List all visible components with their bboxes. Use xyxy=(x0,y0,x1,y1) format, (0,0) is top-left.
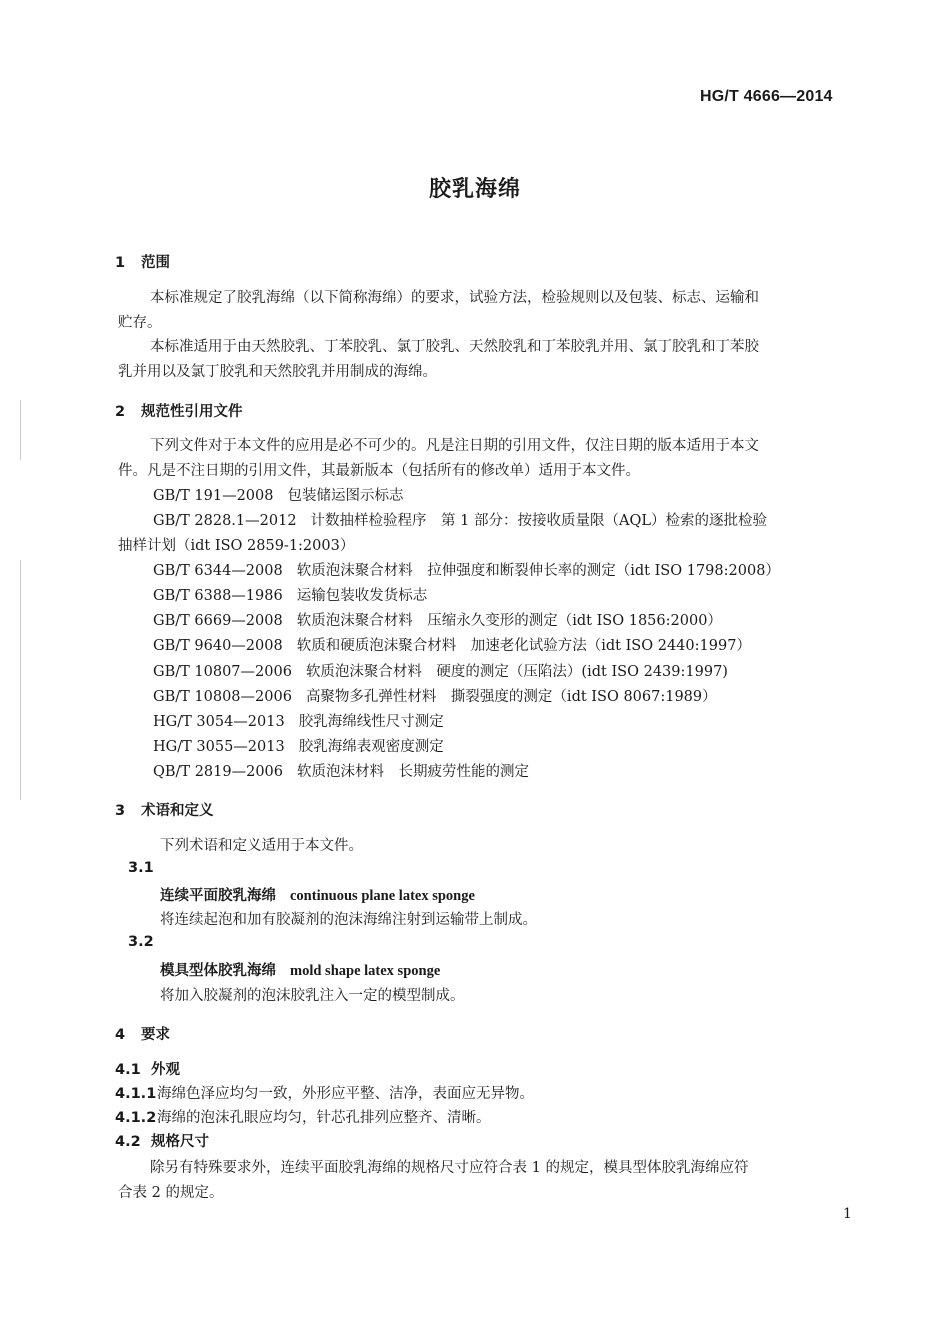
reference-code: GB/T 10808—2006 xyxy=(153,689,292,705)
term-3-2-number: 3.2 xyxy=(128,934,154,950)
reference-code: GB/T 9640—2008 xyxy=(153,638,283,654)
reference-code: GB/T 6669—2008 xyxy=(153,613,283,629)
reference-title: 软质泡沫聚合材料 拉伸强度和断裂伸长率的测定（idt ISO 1798:2008） xyxy=(296,563,780,579)
scan-margin-mark xyxy=(20,560,21,800)
reference-code: HG/T 3055—2013 xyxy=(153,739,285,755)
term-3-1-number: 3.1 xyxy=(128,860,154,876)
reference-code: GB/T 2828.1—2012 xyxy=(153,513,297,529)
reference-item xyxy=(153,609,722,630)
section-1-paragraph-1-line-2: 贮存。 xyxy=(118,315,162,331)
reference-code: GB/T 6388—1986 xyxy=(153,588,283,604)
term-3-2-definition: 将加入胶凝剂的泡沫胶乳注入一定的模型制成。 xyxy=(160,988,465,1004)
section-4-1-heading: 4.1 外观 xyxy=(115,1062,180,1078)
reference-title: 胶乳海绵表观密度测定 xyxy=(298,739,444,755)
reference-title: 软质泡沫聚合材料 压缩永久变形的测定（idt ISO 1856:2000） xyxy=(296,613,722,629)
reference-item xyxy=(153,584,427,605)
reference-title: 抽样计划（idt ISO 2859-1:2003） xyxy=(118,538,355,554)
standard-code: HG/T 4666—2014 xyxy=(700,88,833,105)
clause-4-1-2: 4.1.2海绵的泡沫孔眼应均匀，针芯孔排列应整齐、清晰。 xyxy=(115,1110,491,1126)
section-4-2-text-line-2: 合表 2 的规定。 xyxy=(118,1185,224,1201)
term-3-2 xyxy=(160,959,440,980)
reference-code: GB/T 10807—2006 xyxy=(153,664,292,680)
section-1-paragraph-1-line-1: 本标准规定了胶乳海绵（以下简称海绵）的要求，试验方法，检验规则以及包装、标志、运输和 xyxy=(150,290,759,306)
reference-item xyxy=(153,660,728,681)
reference-code: HG/T 3054—2013 xyxy=(153,714,285,730)
section-2-intro-line-2: 件。凡是不注日期的引用文件，其最新版本（包括所有的修改单）适用于本文件。 xyxy=(118,463,640,479)
reference-title: 胶乳海绵线性尺寸测定 xyxy=(298,714,444,730)
scan-margin-mark xyxy=(20,400,21,460)
reference-item xyxy=(153,509,767,530)
section-1-paragraph-2-line-2: 乳并用以及氯丁胶乳和天然胶乳并用制成的海绵。 xyxy=(118,364,437,380)
term-3-2-chinese: 模具型体胶乳海绵 xyxy=(160,963,276,979)
term-3-1-chinese: 连续平面胶乳海绵 xyxy=(160,888,276,904)
clause-4-1-1: 4.1.1海绵色泽应均匀一致，外形应平整、洁净，表面应无异物。 xyxy=(115,1086,534,1102)
section-4-2-text-line-1: 除另有特殊要求外，连续平面胶乳海绵的规格尺寸应符合表 1 的规定，模具型体胶乳海绵应符 xyxy=(150,1160,749,1176)
reference-title: 软质和硬质泡沫聚合材料 加速老化试验方法（idt ISO 2440:1997） xyxy=(296,638,751,654)
section-1-heading: 1 范围 xyxy=(115,255,170,271)
reference-title: 软质泡沫聚合材料 硬度的测定（压陷法）(idt ISO 2439:1997) xyxy=(305,664,728,680)
section-2-intro-line-1: 下列文件对于本文件的应用是必不可少的。凡是注日期的引用文件，仅注日期的版本适用于本文 xyxy=(150,438,759,454)
term-3-2-english: mold shape latex sponge xyxy=(290,963,441,979)
reference-item xyxy=(153,634,751,655)
section-4-2-heading: 4.2 规格尺寸 xyxy=(115,1134,209,1150)
page-number: 1 xyxy=(843,1206,852,1222)
term-3-1 xyxy=(160,884,475,905)
term-3-1-definition: 将连续起泡和加有胶凝剂的泡沫海绵注射到运输带上制成。 xyxy=(160,912,537,928)
reference-item xyxy=(153,760,529,781)
reference-item xyxy=(118,534,354,555)
section-3-heading: 3 术语和定义 xyxy=(115,803,214,819)
reference-item xyxy=(153,710,444,731)
reference-title: 计数抽样检验程序 第 1 部分：按接收质量限（AQL）检索的逐批检验 xyxy=(310,513,767,529)
reference-item xyxy=(153,484,403,505)
section-3-intro: 下列术语和定义适用于本文件。 xyxy=(160,838,363,854)
reference-code: QB/T 2819—2006 xyxy=(153,764,284,780)
section-1-paragraph-2-line-1: 本标准适用于由天然胶乳、丁苯胶乳、氯丁胶乳、天然胶乳和丁苯胶乳并用、氯丁胶乳和丁苯胶 xyxy=(150,339,759,355)
reference-title: 软质泡沫材料 长期疲劳性能的测定 xyxy=(297,764,530,780)
reference-item xyxy=(153,735,444,756)
document-title: 胶乳海绵 xyxy=(428,177,521,202)
reference-title: 高聚物多孔弹性材料 撕裂强度的测定（idt ISO 8067:1989） xyxy=(305,689,717,705)
section-4-heading: 4 要求 xyxy=(115,1027,170,1043)
reference-code: GB/T 6344—2008 xyxy=(153,563,283,579)
reference-code: GB/T 191—2008 xyxy=(153,488,274,504)
reference-item xyxy=(153,685,717,706)
reference-title: 包装储运图示标志 xyxy=(287,488,404,504)
term-3-1-english: continuous plane latex sponge xyxy=(290,888,475,904)
reference-item xyxy=(153,559,780,580)
section-2-heading: 2 规范性引用文件 xyxy=(115,404,243,420)
reference-title: 运输包装收发货标志 xyxy=(296,588,428,604)
